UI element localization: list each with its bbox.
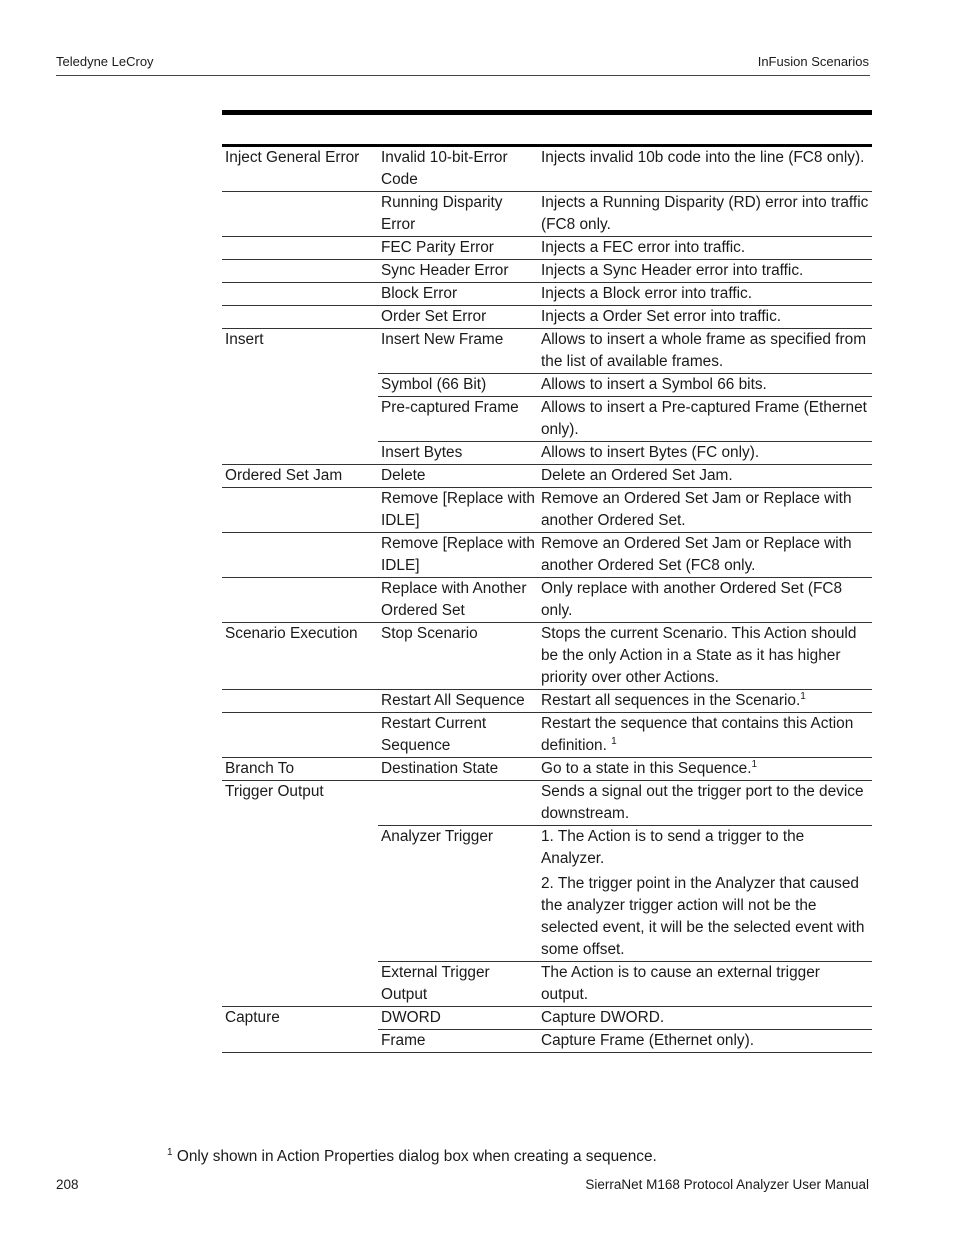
action-description-cell [538,329,872,374]
table-row [222,533,872,578]
table-row [222,260,872,283]
action-category-cell [222,826,378,962]
description-text: Sends a signal out the trigger port to the device downstream. [541,783,864,822]
action-category-cell [222,1007,378,1030]
action-description-cell [538,283,872,305]
action-name-cell [378,147,538,191]
action-description-cell [538,1007,872,1030]
action-text: Order Set Error [381,308,487,325]
description-text: Injects a FEC error into traffic. [541,239,746,256]
description-text: The Action is to cause an external trigger output. [541,964,820,1003]
action-description-cell [538,758,872,780]
action-name-cell [378,306,538,328]
table-row [222,1030,872,1053]
table-top-thick-rule [222,110,872,115]
description-text: Stops the current Scenario. This Action should be the only Action in a State as it has higher priority over other Actions. [541,625,857,686]
action-category-cell [222,533,378,577]
action-text: Restart Current Sequence [381,715,487,754]
footnote-marker: 1 [167,1146,173,1158]
footnote-reference: 1 [800,690,806,702]
action-category-cell [222,397,378,442]
table-row [222,623,872,690]
action-name-cell [378,260,538,282]
table-row [222,488,872,533]
action-text: Delete [381,467,426,484]
action-name-cell [378,826,538,962]
category-text: Ordered Set Jam [225,467,343,484]
footnote-reference: 1 [611,735,617,747]
action-description-cell [538,397,872,442]
running-header-left: Teledyne LeCroy [56,54,154,69]
action-text: Remove [Replace with IDLE] [381,490,535,529]
action-text: Destination State [381,760,499,777]
description-text: Allows to insert Bytes (FC only). [541,444,760,461]
table-row [222,465,872,488]
description-text: Only replace with another Ordered Set (FC8 only. [541,580,843,619]
action-description-cell [538,374,872,397]
action-category-cell [222,260,378,282]
table-row [222,758,872,781]
action-name-cell [378,533,538,577]
action-category-cell [222,962,378,1006]
action-text: DWORD [381,1009,441,1026]
category-text: Scenario Execution [225,625,358,642]
action-text: Remove [Replace with IDLE] [381,535,535,574]
footnote-reference: 1 [751,758,758,770]
description-text: Restart all sequences in the Scenario. [541,692,801,709]
action-description-cell [538,781,872,826]
footnote [167,1148,657,1166]
table-row [222,306,872,329]
action-text: Restart All Sequence [381,692,525,709]
description-text: Injects a Running Disparity (RD) error into traffic (FC8 only. [541,194,869,233]
table-row [222,962,872,1007]
action-category-cell [222,713,378,757]
action-category-cell [222,147,378,191]
action-text: Pre-captured Frame [381,399,519,416]
action-description-cell [538,713,872,757]
action-name-cell [378,329,538,374]
action-name-cell [378,1030,538,1052]
action-text: Block Error [381,285,458,302]
footer-title: SierraNet M168 Protocol Analyzer User Manual [585,1177,869,1192]
action-text: External Trigger Output [381,964,490,1003]
table-row [222,329,872,374]
page-number: 208 [56,1177,79,1192]
action-name-cell [378,1007,538,1030]
action-category-cell [222,374,378,397]
category-text: Inject General Error [225,149,360,166]
header-rule [56,75,870,76]
action-name-cell [378,283,538,305]
action-name-cell [378,192,538,236]
action-name-cell [378,781,538,826]
table-row [222,147,872,192]
action-category-cell [222,465,378,487]
table-row [222,713,872,758]
action-description-cell [538,192,872,236]
description-text: 1. The Action is to send a trigger to the Analyzer. [541,828,805,867]
table-row [222,237,872,260]
action-category-cell [222,690,378,712]
description-text: Delete an Ordered Set Jam. [541,467,733,484]
action-description-cell [538,578,872,622]
footnote-text: Only shown in Action Properties dialog box when creating a sequence. [176,1148,657,1165]
action-name-cell [378,623,538,689]
action-text: Stop Scenario [381,625,478,642]
description-text: Restart the sequence that contains this Action definition. [541,715,854,754]
action-text: Replace with Another Ordered Set [381,580,527,619]
action-description-cell [538,260,872,282]
description-text: Allows to insert a whole frame as specified from the list of available frames. [541,331,867,370]
description-text: Injects a Block error into traffic. [541,285,752,302]
action-category-cell [222,306,378,328]
description-text: Allows to insert a Pre-captured Frame (Ethernet only). [541,399,867,438]
action-text: Insert New Frame [381,331,504,348]
action-description-cell [538,623,872,689]
table-row [222,826,872,962]
description-text: Injects a Sync Header error into traffic. [541,262,804,279]
actions-table [222,147,872,1053]
running-header-right: InFusion Scenarios [757,54,869,69]
description-text: Capture DWORD. [541,1009,665,1026]
category-text: Capture [225,1009,280,1026]
action-category-cell [222,758,378,780]
category-text: Branch To [225,760,295,777]
action-name-cell [378,488,538,532]
action-name-cell [378,758,538,780]
description-text: Capture Frame (Ethernet only). [541,1032,754,1049]
table-row [222,578,872,623]
table-row [222,192,872,237]
action-description-cell [538,962,872,1006]
action-description-cell [538,826,872,962]
table-row [222,283,872,306]
action-description-cell [538,488,872,532]
action-text: Running Disparity Error [381,194,503,233]
action-name-cell [378,962,538,1006]
action-description-cell [538,1030,872,1052]
action-name-cell [378,237,538,259]
table-row [222,1007,872,1030]
action-category-cell [222,237,378,259]
action-text: Analyzer Trigger [381,828,494,845]
action-description-cell [538,465,872,487]
action-text: Insert Bytes [381,444,463,461]
action-text: Frame [381,1032,426,1049]
table-row [222,442,872,465]
action-category-cell [222,623,378,689]
action-description-cell [538,147,872,191]
table-row [222,374,872,397]
description-text: Injects a Order Set error into traffic. [541,308,782,325]
action-name-cell [378,442,538,464]
action-category-cell [222,1030,378,1052]
table-row [222,781,872,826]
action-name-cell [378,465,538,487]
action-description-cell [538,237,872,259]
action-category-cell [222,578,378,622]
category-text: Trigger Output [225,783,324,800]
action-category-cell [222,283,378,305]
action-name-cell [378,578,538,622]
action-name-cell [378,690,538,712]
action-description-cell [538,442,872,464]
description-text: Allows to insert a Symbol 66 bits. [541,376,767,393]
action-text: Invalid 10-bit-Error Code [381,149,508,188]
description-text: Injects invalid 10b code into the line (FC8 only). [541,149,865,166]
action-category-cell [222,488,378,532]
action-category-cell [222,192,378,236]
action-description-cell [538,690,872,712]
action-description-cell [538,306,872,328]
description-text: Remove an Ordered Set Jam or Replace with another Ordered Set (FC8 only. [541,535,852,574]
action-name-cell [378,397,538,442]
action-name-cell [378,374,538,397]
action-category-cell [222,781,378,826]
description-text: Go to a state in this Sequence. [541,760,752,777]
table-row [222,397,872,442]
table-row [222,690,872,713]
action-description-cell [538,533,872,577]
action-name-cell [378,713,538,757]
action-category-cell [222,329,378,374]
category-text: Insert [225,331,264,348]
description-text-2: 2. The trigger point in the Analyzer that caused the analyzer trigger action will not be the selected event, it will be the selected event with some offset. [541,875,865,958]
action-text: Symbol (66 Bit) [381,376,487,393]
action-text: FEC Parity Error [381,239,494,256]
action-text: Sync Header Error [381,262,509,279]
action-category-cell [222,442,378,464]
description-text: Remove an Ordered Set Jam or Replace with another Ordered Set. [541,490,852,529]
